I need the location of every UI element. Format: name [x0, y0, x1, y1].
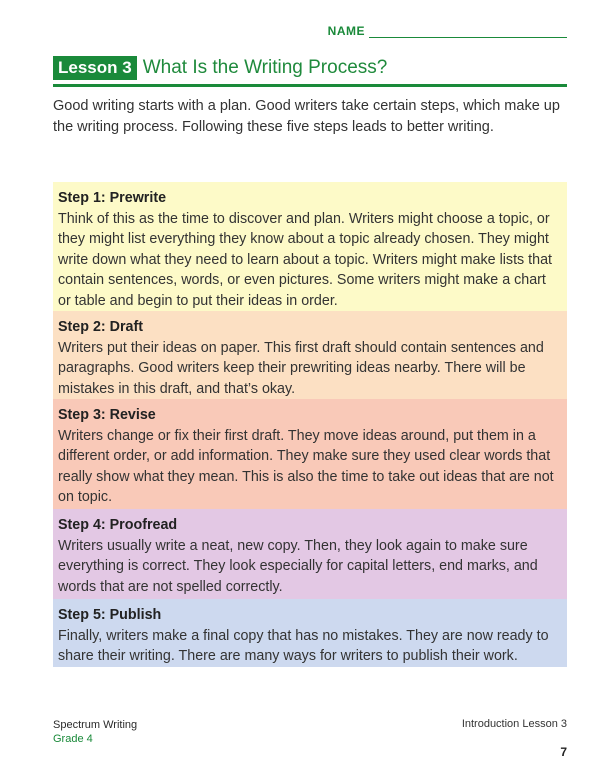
- intro-paragraph: Good writing starts with a plan. Good writers take certain steps, which make up the writing process. Following these five steps leads to better writing.: [53, 98, 560, 135]
- lesson-title: What Is the Writing Process?: [142, 57, 388, 78]
- lesson-badge: Lesson 3: [53, 56, 137, 80]
- step-title: Step 3: Revise: [58, 407, 156, 423]
- step-title: Step 2: Draft: [58, 319, 143, 335]
- page-number: 7: [560, 745, 567, 759]
- step-title: Step 4: Proofread: [58, 517, 178, 533]
- name-label: NAME: [327, 24, 365, 38]
- step-revise: [53, 399, 567, 509]
- step-title: Step 1: Prewrite: [58, 190, 167, 206]
- lesson-header: [53, 56, 567, 87]
- footer-left: [53, 718, 137, 746]
- step-body: Finally, writers make a final copy that has no mistakes. They are now ready to share their writing. There are many ways for writers to publish their work.: [58, 627, 549, 665]
- step-draft: [53, 311, 567, 399]
- step-title: Step 5: Publish: [58, 607, 162, 623]
- step-publish: [53, 599, 567, 667]
- step-body: Think of this as the time to discover and plan. Writers might choose a topic, or they might list everything they know about a topic already chosen. They might write down what they need to learn about a topic. Writers might make lists that contain sentences, words, or even pictures. Some writers might make a chart or table and begin to put their ideas in order.: [58, 210, 553, 309]
- step-proofread: [53, 509, 567, 599]
- footer-grade: Grade 4: [53, 733, 93, 745]
- name-field-row: [328, 24, 567, 38]
- footer-section: Introduction Lesson 3: [461, 718, 567, 730]
- name-line: [369, 25, 567, 38]
- step-body: Writers change or fix their first draft. They move ideas around, put them in a different order, or add information. They make sure they used clear words that really show what they mean. This is also the time to take out ideas that are not on topic.: [58, 427, 554, 506]
- footer-series: Spectrum Writing: [53, 719, 138, 731]
- step-body: Writers put their ideas on paper. This first draft should contain sentences and paragraphs. Good writers keep their prewriting ideas nearby. There will be mistakes in this draft, and that’s okay.: [58, 339, 544, 397]
- step-body: Writers usually write a neat, new copy. Then, they look again to make sure everything is correct. They look especially for capital letters, end marks, and words that are not spelled correctly.: [58, 537, 538, 595]
- steps-list: [53, 182, 567, 667]
- step-prewrite: [53, 182, 567, 311]
